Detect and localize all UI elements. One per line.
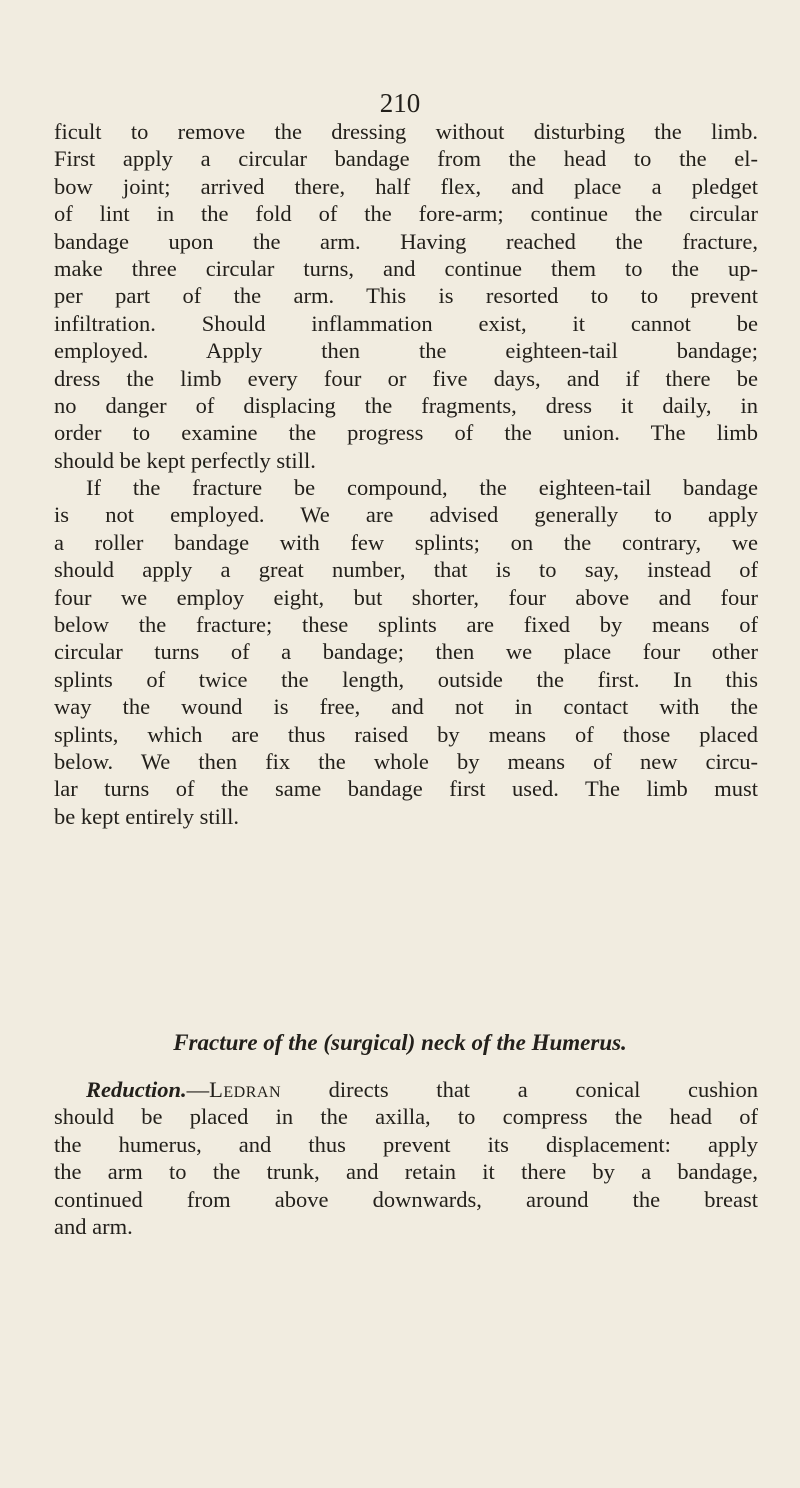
text-line: per part of the arm. This is resorted to to prevent <box>54 283 758 309</box>
paragraph-1 <box>54 118 758 474</box>
text-line: no danger of displacing the fragments, dress it daily, in <box>54 392 758 418</box>
text-line: be kept entirely still. <box>54 803 239 829</box>
text-line: way the wound is free, and not in contact with the <box>54 694 758 720</box>
text-line: splints, which are thus raised by means of those placed <box>54 721 758 747</box>
text-line: continued from above downwards, around the breast <box>54 1186 758 1212</box>
text-line: the arm to the trunk, and retain it there by a bandage, <box>54 1159 758 1185</box>
text-line: bow joint; arrived there, half flex, and place a pledget <box>54 173 758 199</box>
text-line: circular turns of a bandage; then we place four other <box>54 639 758 665</box>
reduction-label: Reduction. <box>86 1077 187 1102</box>
text-line: should be placed in the axilla, to compress the head of <box>54 1104 758 1130</box>
text-line: and arm. <box>54 1213 133 1239</box>
text-line: should be kept perfectly still. <box>54 447 316 473</box>
text-line: ficult to remove the dressing without disturbing the limb. <box>54 119 758 144</box>
text-line: lar turns of the same bandage first used. The limb must <box>54 776 758 802</box>
page-number: 210 <box>379 88 421 118</box>
text-line: a roller bandage with few splints; on the contrary, we <box>54 529 758 555</box>
text-line-first <box>54 1076 758 1103</box>
text-line: the humerus, and thus prevent its displacement: apply <box>54 1131 758 1157</box>
paragraph-3 <box>54 1076 758 1240</box>
author-name: Ledran <box>209 1077 281 1102</box>
em-dash: — <box>186 1077 210 1102</box>
text-line: infiltration. Should inflammation exist, it cannot be <box>54 310 758 336</box>
paragraph-2 <box>54 474 758 830</box>
text-line: should apply a great number, that is to say, instead of <box>54 557 758 583</box>
text-line: of lint in the fold of the fore-arm; continue the circular <box>54 201 758 227</box>
text-line: four we employ eight, but shorter, four above and four <box>54 584 758 610</box>
first-line-rest: directs that a conical cushion <box>281 1077 758 1102</box>
section-heading: Fracture of the (surgical) neck of the Humerus. <box>173 1030 627 1055</box>
text-line: order to examine the progress of the union. The limb <box>54 420 758 446</box>
text-line: First apply a circular bandage from the head to the el- <box>54 146 758 172</box>
text-line: is not employed. We are advised generally to apply <box>54 502 758 528</box>
text-line: dress the limb every four or five days, and if there be <box>54 365 758 391</box>
text-line: make three circular turns, and continue them to the up- <box>54 255 758 281</box>
text-line: bandage upon the arm. Having reached the fracture, <box>54 228 758 254</box>
text-line: below the fracture; these splints are fixed by means of <box>54 611 758 637</box>
text-line: below. We then fix the whole by means of new circu- <box>54 748 758 774</box>
text-line: splints of twice the length, outside the first. In this <box>54 666 758 692</box>
text-line: If the fracture be compound, the eighteen-tail bandage <box>86 475 758 500</box>
text-line: employed. Apply then the eighteen-tail bandage; <box>54 338 758 364</box>
